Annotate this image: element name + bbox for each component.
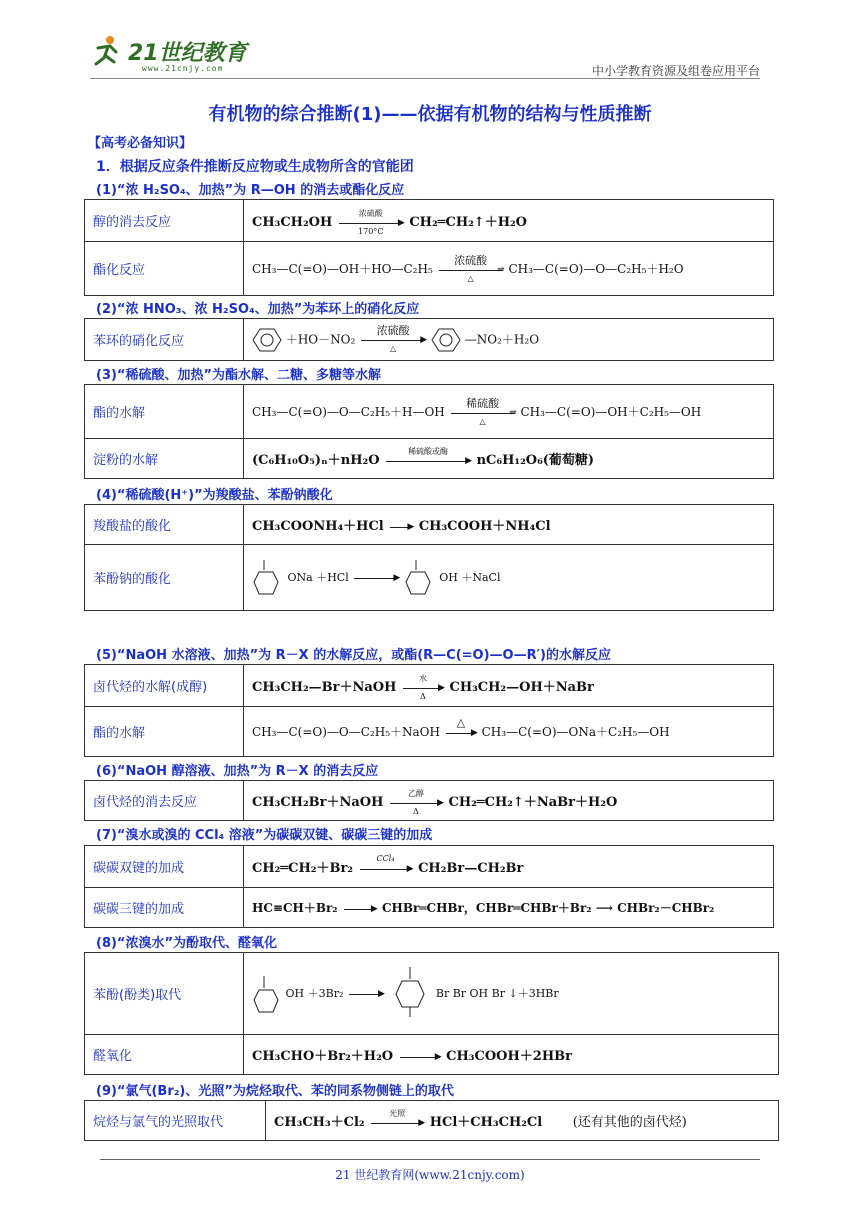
benzene-ring-icon — [252, 327, 282, 353]
reaction-label: 羧酸盐的酸化 — [85, 505, 244, 545]
footer-divider — [100, 1159, 760, 1160]
reaction-equation — [244, 439, 774, 479]
section-heading: (5)“NaOH 水溶液、加热”为 R－X 的水解反应，或酯(R—C(=O)—O—R′)的水解反应 — [96, 648, 611, 663]
sodium-phenoxide-structure-icon — [252, 558, 284, 598]
reaction-equation — [244, 781, 774, 821]
arrow-icon: 水 ▶ Δ — [403, 683, 443, 693]
eq-right: OH ＋NaCl — [439, 570, 501, 584]
section-heading: (3)“稀硫酸、加热”为酯水解、二糖、多糖等水解 — [96, 368, 382, 383]
eq-left: HC≡CH＋Br₂ — [252, 901, 338, 915]
knowledge-subtitle: 【高考必备知识】 — [88, 136, 193, 151]
arrow-icon: 稀硫酸或酶 ▶ — [386, 456, 470, 466]
reaction-label: 苯酚(酚类)取代 — [85, 953, 244, 1035]
reaction-table — [84, 504, 774, 611]
section-heading: (8)“浓溴水”为酚取代、醛氧化 — [96, 936, 278, 951]
reaction-label: 卤代烃的水解(成醇) — [85, 665, 244, 707]
eq-left: CH₃CH₃＋Cl₂ — [274, 1115, 365, 1130]
reaction-table — [84, 664, 774, 757]
arrow-icon: △ ▶ — [446, 728, 476, 738]
arrow-icon: 浓硫酸 ▶ △ — [361, 335, 425, 345]
eq-right: CH₃COOH＋NH₄Cl — [418, 519, 551, 534]
reaction-label: 醇的消去反应 — [85, 200, 244, 242]
reversible-arrow-icon: 浓硫酸 ⇌ △ — [439, 265, 503, 275]
eq-right: CH₃—C(=O)—ONa＋C₂H₅—OH — [481, 725, 670, 739]
eq-left: CH₃CH₂—Br＋NaOH — [252, 680, 397, 695]
section-heading: (6)“NaOH 醇溶液、加热”为 R－X 的消去反应 — [96, 764, 379, 779]
reaction-equation — [244, 545, 774, 611]
arrow-icon: ▶ — [354, 573, 398, 583]
reaction-equation — [266, 1101, 779, 1141]
reversible-arrow-icon: 稀硫酸 ⇌ △ — [451, 408, 515, 418]
reaction-equation — [244, 242, 774, 296]
site-logo — [90, 34, 247, 68]
reaction-equation — [244, 953, 779, 1035]
arrow-icon: 乙醇 ▶ Δ — [390, 798, 442, 808]
reaction-table — [84, 318, 774, 361]
eq-right: CH₃CH₂—OH＋NaBr — [449, 680, 594, 695]
arrow-icon: CCl₄ ▶ — [360, 864, 412, 874]
reaction-label: 淀粉的水解 — [85, 439, 244, 479]
eq-left: OH ＋3Br₂ — [285, 986, 344, 1000]
reaction-table — [84, 384, 774, 479]
reaction-equation — [244, 200, 774, 242]
arrow-icon: ▶ — [344, 904, 376, 914]
eq-left: CH₃CHO＋Br₂＋H₂O — [252, 1049, 394, 1064]
reaction-table — [84, 780, 774, 821]
reaction-table — [84, 845, 774, 928]
reaction-equation — [244, 888, 774, 928]
page-title: 有机物的综合推断(1)——依据有机物的结构与性质推断 — [208, 104, 652, 125]
header-divider — [90, 78, 760, 79]
footer-text: 21 世纪教育网(www.21cnjy.com) — [335, 1168, 525, 1182]
eq-left: CH₃—C(=O)—OH＋HO—C₂H₅ — [252, 262, 433, 276]
reaction-label: 碳碳三键的加成 — [85, 888, 244, 928]
reaction-note: (还有其他的卤代烃) — [572, 1115, 687, 1130]
reaction-equation — [244, 505, 774, 545]
reaction-table — [84, 199, 774, 296]
eq-right: CHBr═CHBr，CHBr═CHBr＋Br₂ ⟶ CHBr₂－CHBr₂ — [381, 901, 715, 915]
eq-right: CH₂═CH₂↑＋H₂O — [409, 215, 527, 230]
reaction-label: 苯酚钠的酸化 — [85, 545, 244, 611]
eq-right: nC₆H₁₂O₆(葡萄糖) — [476, 453, 595, 468]
logo-url: www.21cnjy.com — [142, 64, 224, 73]
heading-1: 1．根据反应条件推断反应物或生成物所含的官能团 — [96, 159, 414, 175]
arrow-icon: ▶ — [400, 1052, 440, 1062]
logo-text: 21世纪教育 — [128, 40, 247, 66]
tribromophenol-structure-icon — [388, 961, 432, 1027]
phenol-structure-icon — [252, 972, 282, 1016]
eq-right: Br Br OH Br ↓＋3HBr — [435, 986, 559, 1000]
eq-right: HCl＋CH₃CH₂Cl — [429, 1115, 543, 1130]
eq-right: CH₃—C(=O)—O—C₂H₅＋H₂O — [508, 262, 684, 276]
reaction-label: 苯环的硝化反应 — [85, 319, 244, 361]
eq-right: CH₃COOH＋2HBr — [446, 1049, 572, 1064]
section-heading: (9)“氯气(Br₂)、光照”为烷烃取代、苯的同系物侧链上的取代 — [96, 1084, 454, 1099]
reaction-table — [84, 1100, 779, 1141]
page-header — [90, 34, 760, 80]
runner-icon — [90, 34, 124, 68]
reaction-label: 酯的水解 — [85, 385, 244, 439]
section-heading: (7)“溴水或溴的 CCl₄ 溶液”为碳碳双键、碳碳三键的加成 — [96, 828, 433, 843]
eq-left: CH₃CH₂OH — [252, 215, 333, 230]
arrow-icon: ▶ — [349, 989, 383, 999]
arrow-icon: ▶ — [390, 522, 412, 532]
eq-left: CH₃—C(=O)—O—C₂H₅＋H—OH — [252, 405, 445, 419]
reaction-equation — [244, 319, 774, 361]
section-heading: (1)“浓 H₂SO₄、加热”为 R—OH 的消去或酯化反应 — [96, 183, 405, 198]
eq-left: CH₂═CH₂＋Br₂ — [252, 861, 354, 876]
section-heading: (2)“浓 HNO₃、浓 H₂SO₄、加热”为苯环上的硝化反应 — [96, 302, 420, 317]
reaction-equation — [244, 1035, 779, 1075]
eq-right: CH₂═CH₂↑＋NaBr＋H₂O — [448, 795, 618, 810]
eq-right: CH₂Br—CH₂Br — [418, 861, 524, 876]
reaction-label: 烷烃与氯气的光照取代 — [85, 1101, 266, 1141]
eq-left: CH₃CH₂Br＋NaOH — [252, 795, 384, 810]
reaction-equation — [244, 707, 774, 757]
reaction-label: 酯的水解 — [85, 707, 244, 757]
section-heading: (4)“稀硫酸(H⁺)”为羧酸盐、苯酚钠酸化 — [96, 488, 333, 503]
platform-name: 中小学教育资源及组卷应用平台 — [591, 64, 760, 78]
reaction-label: 碳碳双键的加成 — [85, 846, 244, 888]
eq-left: ＋HO－NO₂ — [285, 332, 356, 346]
reaction-label: 卤代烃的消去反应 — [85, 781, 244, 821]
reaction-equation — [244, 846, 774, 888]
reaction-label: 醛氧化 — [85, 1035, 244, 1075]
reaction-table — [84, 952, 779, 1075]
eq-left: CH₃COONH₄＋HCl — [252, 519, 384, 534]
phenol-structure-icon — [404, 558, 436, 598]
arrow-icon: 浓硫酸 ▶ 170°C — [339, 218, 403, 228]
eq-left: ONa ＋HCl — [287, 570, 349, 584]
arrow-icon: 光照 ▶ — [371, 1118, 423, 1128]
eq-right: CH₃—C(=O)—OH＋C₂H₅—OH — [520, 405, 702, 419]
eq-right: —NO₂＋H₂O — [464, 332, 540, 346]
eq-left: (C₆H₁₀O₅)ₙ＋nH₂O — [252, 453, 380, 468]
benzene-ring-icon — [431, 327, 461, 353]
reaction-equation — [244, 385, 774, 439]
reaction-equation — [244, 665, 774, 707]
reaction-label: 酯化反应 — [85, 242, 244, 296]
eq-left: CH₃—C(=O)—O—C₂H₅＋NaOH — [252, 725, 440, 739]
